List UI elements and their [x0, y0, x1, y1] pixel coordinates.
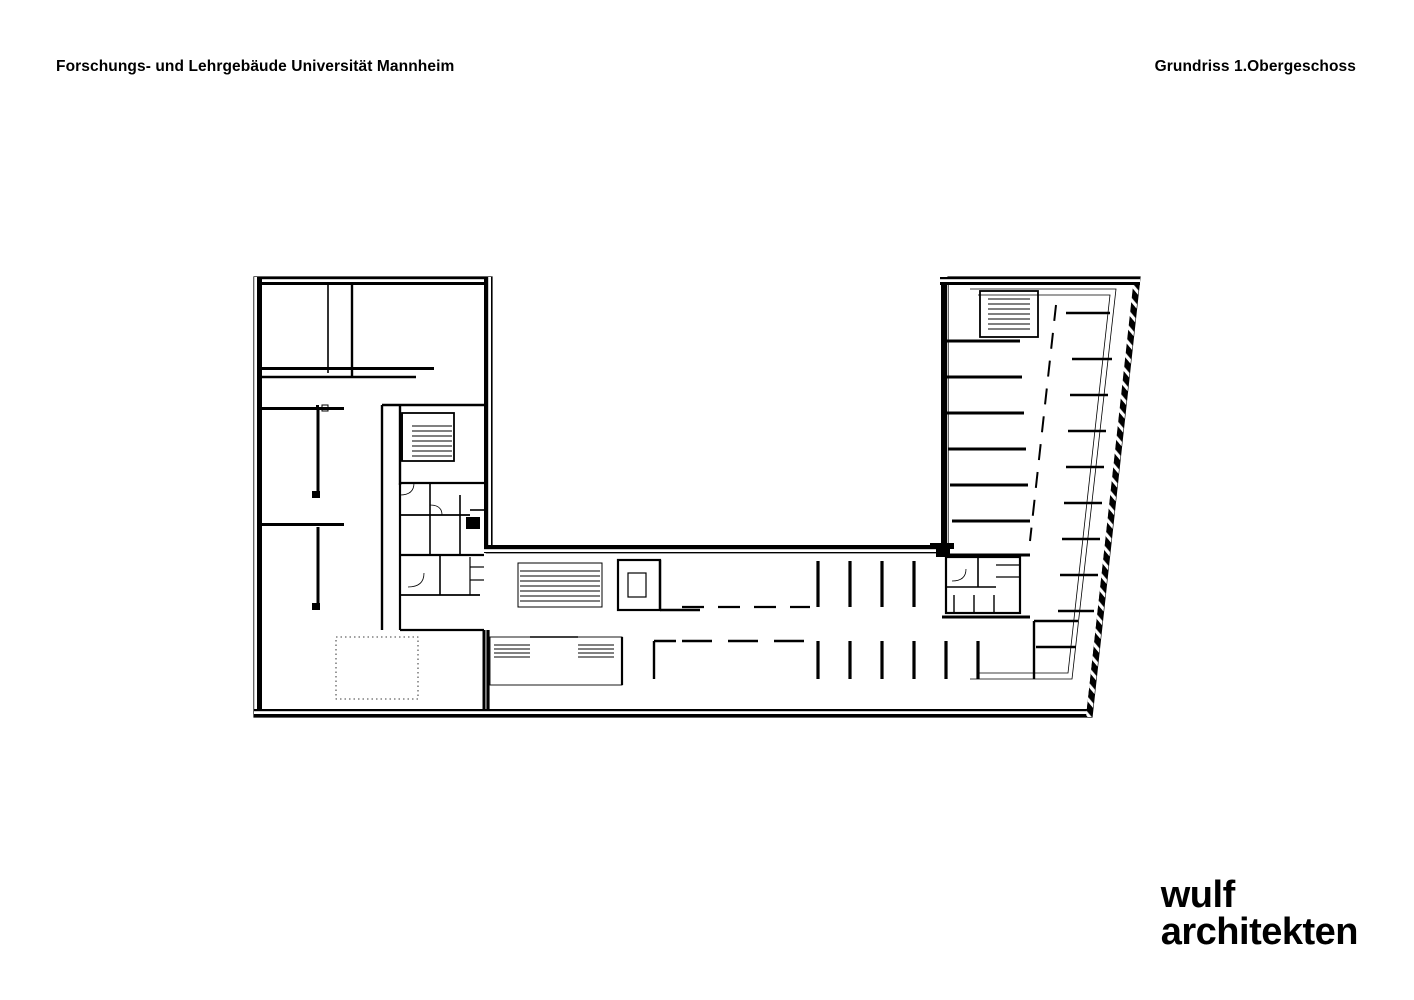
drawing-subtitle: Grundriss 1.Obergeschoss — [1154, 58, 1356, 75]
logo-line-wulf: wulf — [1160, 874, 1235, 917]
floor-plan-drawing — [230, 255, 1170, 745]
page-title: Forschungs- und Lehrgebäude Universität Mannheim — [56, 58, 455, 75]
studio-logo — [1160, 874, 1358, 953]
floor-plan-svg — [230, 255, 1170, 745]
logo-line-architekten: architekten — [1160, 910, 1358, 953]
